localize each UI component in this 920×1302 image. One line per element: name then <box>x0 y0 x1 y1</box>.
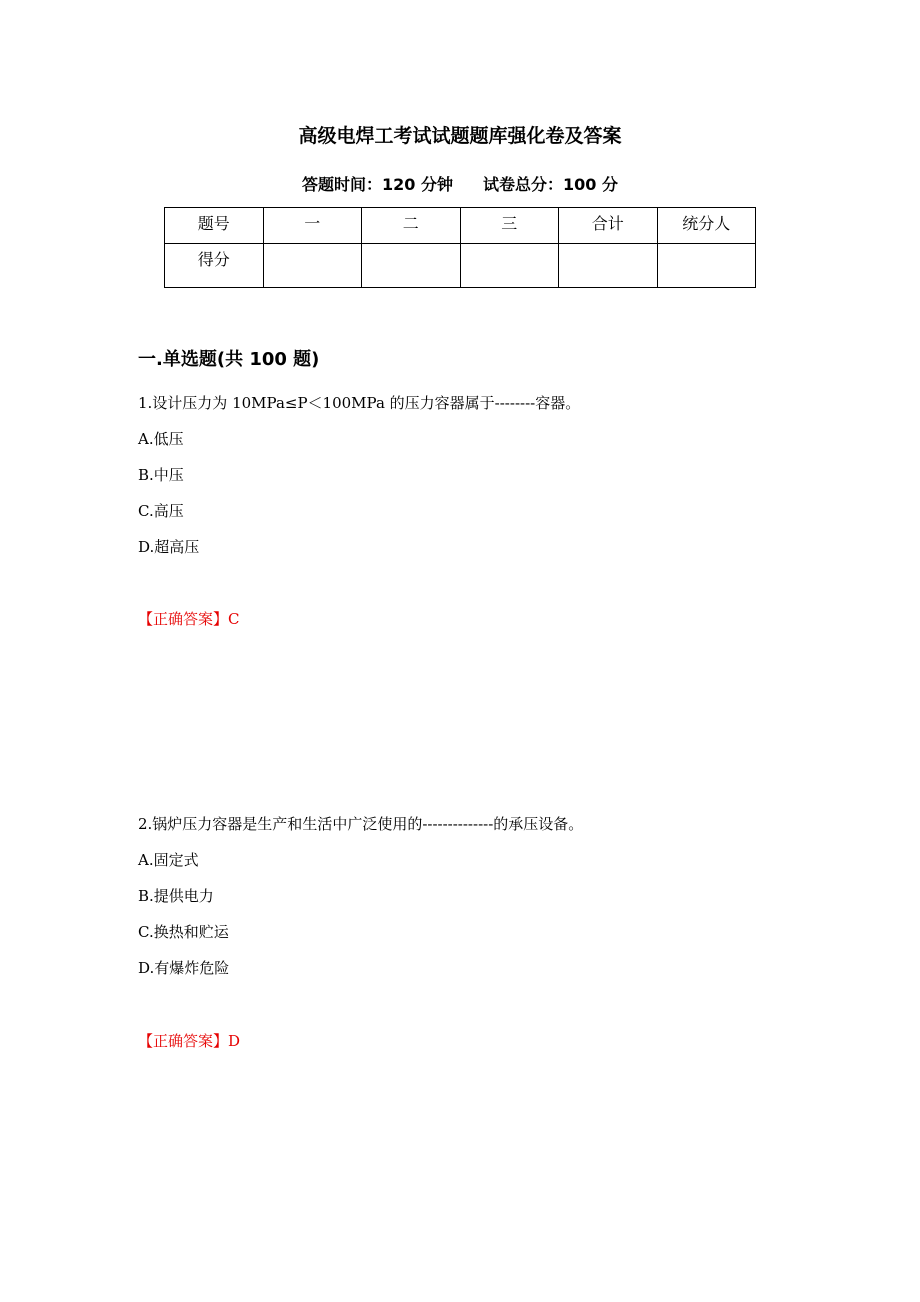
correct-answer-label: 【正确答案】 <box>138 1032 229 1050</box>
document-title: 高级电焊工考试试题题库强化卷及答案 <box>298 125 622 147</box>
score-table-header-cell: 一 <box>263 208 362 244</box>
score-table-header-cell: 题号 <box>165 208 264 244</box>
question-option: C.高压 <box>138 502 184 520</box>
score-table-score-row <box>165 244 756 288</box>
score-table-row-label: 得分 <box>165 244 264 288</box>
question-option: B.提供电力 <box>138 887 214 905</box>
question-option: C.换热和贮运 <box>138 923 229 941</box>
score-cell <box>362 244 461 288</box>
correct-answer <box>138 608 240 630</box>
score-table-header-cell: 统分人 <box>657 208 756 244</box>
exam-meta <box>0 174 920 196</box>
score-table-header-cell: 二 <box>362 208 461 244</box>
exam-total-score: 试卷总分：100 分 <box>483 175 618 194</box>
score-cell <box>263 244 362 288</box>
score-table-header-cell: 三 <box>460 208 559 244</box>
question-option: B.中压 <box>138 466 184 484</box>
score-cell <box>559 244 658 288</box>
correct-answer-value: D <box>228 1032 241 1050</box>
question-option: D.有爆炸危险 <box>138 959 230 977</box>
correct-answer <box>138 1030 240 1052</box>
correct-answer-value: C <box>228 610 240 628</box>
question-option: D.超高压 <box>138 538 200 556</box>
score-cell <box>460 244 559 288</box>
score-table <box>164 207 756 288</box>
correct-answer-label: 【正确答案】 <box>138 610 229 628</box>
question-stem: 2.锅炉压力容器是生产和生活中广泛使用的--------------的承压设备。 <box>138 815 584 833</box>
score-table-header-row <box>165 208 756 244</box>
section-heading: 一.单选题(共 100 题) <box>138 349 320 370</box>
score-cell <box>657 244 756 288</box>
exam-time: 答题时间：120 分钟 <box>302 175 453 194</box>
score-table-header-cell: 合计 <box>559 208 658 244</box>
question-stem: 1.设计压力为 10MPa≤P＜100MPa 的压力容器属于--------容器。 <box>138 394 581 412</box>
question-option: A.低压 <box>138 430 184 448</box>
question-option: A.固定式 <box>138 851 199 869</box>
